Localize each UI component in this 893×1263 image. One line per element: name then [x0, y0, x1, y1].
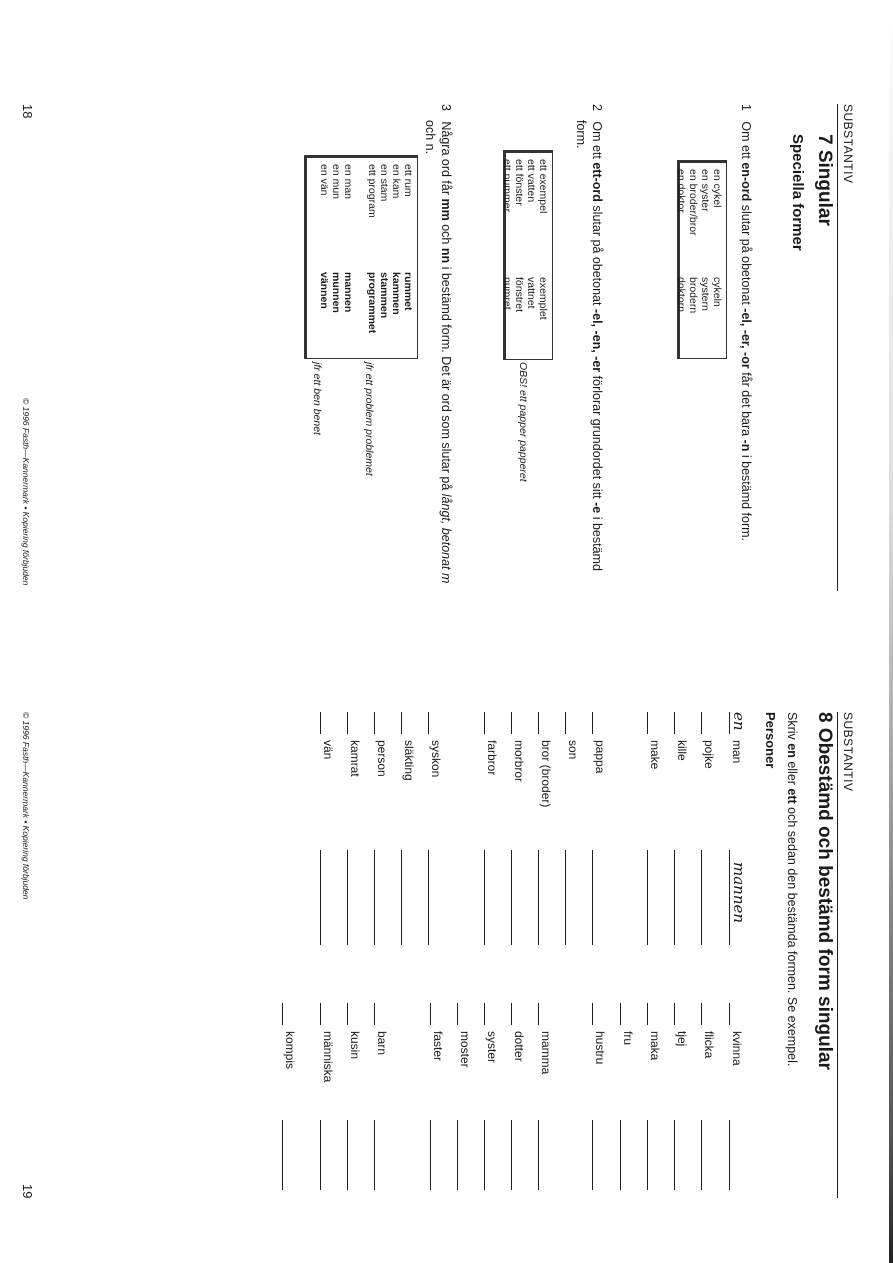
article-line[interactable] [511, 712, 512, 734]
article-line[interactable] [592, 712, 593, 734]
box-3-word: programmet [366, 272, 378, 334]
rule-1-b3: -n [739, 439, 753, 452]
section-label: SUBSTANTIV [841, 712, 855, 792]
article-line[interactable] [729, 712, 730, 734]
answer-line[interactable] [620, 1120, 621, 1190]
answer-line[interactable] [347, 1120, 348, 1190]
box-1-definite [675, 277, 723, 313]
answer-line[interactable] [674, 1120, 675, 1190]
answer-line[interactable] [374, 1120, 375, 1190]
article-line[interactable] [484, 712, 485, 734]
article-line[interactable] [592, 1003, 593, 1025]
word: pojke [702, 740, 716, 769]
article-line[interactable] [484, 1003, 485, 1025]
article-line[interactable] [620, 1003, 621, 1025]
rule-1-b1: en-ord [739, 162, 753, 202]
word: kusin [348, 1031, 362, 1060]
rule-1-pre: Om ett [739, 121, 753, 163]
word: make [648, 740, 662, 770]
answer-line[interactable] [484, 850, 485, 945]
article-line[interactable] [457, 1003, 458, 1025]
box-3-definite [318, 272, 414, 333]
answer-line[interactable] [457, 1120, 458, 1190]
rule-3 [439, 104, 453, 583]
rule-1 [739, 104, 753, 541]
word: vän [321, 740, 335, 760]
article-line[interactable] [565, 712, 566, 734]
box-3-word: vännen [318, 272, 330, 309]
word: flicka [702, 1031, 716, 1059]
rule-1-number: 1 [739, 104, 753, 111]
answer-line[interactable] [592, 850, 593, 945]
box-3-indefinite [318, 164, 414, 218]
rule-3-pre: Några ord får [439, 121, 453, 199]
word: moster [458, 1031, 472, 1068]
box-3-word: kammen [390, 272, 402, 315]
article-line[interactable] [430, 1003, 431, 1025]
word: kompis [283, 1031, 297, 1070]
box-3-word: ett program [366, 164, 378, 218]
box-1-word: en doktor [675, 169, 687, 213]
box-3-word: en vän [318, 164, 330, 196]
rule-3-mid: och [439, 220, 453, 248]
instruction-pre: Skriv [785, 712, 799, 744]
answer-line[interactable] [320, 850, 321, 945]
box-3-spacer [354, 164, 366, 218]
box-1-indefinite [675, 169, 723, 236]
box-2-word: ett fönster [513, 159, 525, 206]
rule-2-pre: Om ett [590, 121, 604, 163]
answer-line[interactable] [374, 850, 375, 945]
box-2-word: exemplet [537, 277, 549, 320]
rule-2-line-2: form. [574, 120, 588, 149]
article-line[interactable] [347, 712, 348, 734]
rule-2-post: förlorar grundordet sitt [590, 372, 604, 503]
article-line[interactable] [374, 1003, 375, 1025]
article-line[interactable] [674, 1003, 675, 1025]
answer-line[interactable] [647, 850, 648, 945]
copyright: © 1996 Fasth—Kannermark • Kopiering förbjuden [21, 398, 31, 586]
rule-3-number: 3 [439, 104, 453, 111]
word: hustru [593, 1031, 607, 1065]
word: son [566, 740, 580, 760]
article-line[interactable] [647, 1003, 648, 1025]
answer-line[interactable] [538, 1120, 539, 1190]
rule-2-post2: i bestämd [590, 513, 604, 571]
answer-line[interactable] [538, 850, 539, 945]
example-box-1 [677, 160, 727, 359]
instruction-b1: en [785, 743, 799, 758]
answer-line[interactable] [701, 1120, 702, 1190]
box-2-word: ett nummer [501, 159, 513, 213]
rule-1-mid: slutar på obetonat [739, 201, 753, 309]
answer-line[interactable] [428, 850, 429, 945]
word: pappa [593, 740, 607, 774]
article-line[interactable] [701, 712, 702, 734]
answer-line[interactable] [565, 850, 566, 945]
box-2-word: vattnet [525, 277, 537, 309]
jfr-note-1: jfr ett problem problemet [363, 362, 375, 476]
box-3-word: rummet [402, 272, 414, 311]
rule-2-mid: slutar på obetonat [590, 201, 604, 309]
box-1-word: brodern [687, 277, 699, 314]
article-line[interactable] [320, 1003, 321, 1025]
instruction-post: och sedan den bestämda formen. Se exempel. [785, 803, 799, 1067]
box-1-word: systern [699, 277, 711, 311]
box-3-word: en man [342, 164, 354, 200]
page-number: 18 [20, 104, 35, 119]
rule-1-mid2: får det bara [739, 368, 753, 440]
word: maka [648, 1031, 662, 1061]
article-line[interactable] [401, 712, 402, 734]
answer-line[interactable] [592, 1120, 593, 1190]
rule-1-post: i bestämd form. [739, 451, 753, 542]
example-box-2 [503, 150, 553, 360]
box-3-word: ett rum [402, 164, 414, 197]
word: kvinna [730, 1031, 744, 1066]
answer-line[interactable] [511, 1120, 512, 1190]
example-box-3 [304, 155, 418, 359]
article-line[interactable] [282, 1003, 283, 1025]
box-2-word: fönstret [513, 277, 525, 313]
word: tjej [675, 1031, 689, 1047]
box-2-word: numret [501, 277, 513, 310]
word: människa [321, 1031, 335, 1083]
article-line[interactable] [374, 712, 375, 734]
box-2-word: ett vatten [525, 159, 537, 203]
box-3-word: munnen [330, 272, 342, 313]
box-1-word: cykeln [711, 277, 723, 307]
page-number: 19 [20, 1184, 35, 1199]
page-title: 7 Singular [814, 134, 835, 226]
box-3-spacer [354, 272, 366, 333]
article-line[interactable] [729, 1003, 730, 1025]
word: dotter [512, 1031, 526, 1062]
answer-line[interactable] [729, 850, 730, 945]
example-answer: mannen [730, 862, 748, 924]
word: farbror [485, 740, 499, 776]
answer-line[interactable] [401, 850, 402, 945]
article-line[interactable] [538, 1003, 539, 1025]
article-line[interactable] [511, 1003, 512, 1025]
jfr-note-2: jfr ett ben benet [311, 362, 323, 435]
box-2-word: ett exempel [537, 159, 549, 214]
instruction-mid: eller [785, 757, 799, 789]
box-3-word: en stam [378, 164, 390, 202]
section-rule [837, 104, 838, 591]
rule-3-italic: långt, betonat m [439, 493, 453, 584]
copyright: © 1996 Fasth—Kannermark • Kopiering förbjuden [21, 712, 31, 900]
box-3-word: stammen [378, 272, 390, 319]
word: kille [675, 740, 689, 761]
rule-2-b3: -e [590, 502, 604, 514]
box-1-word: en syster [699, 169, 711, 212]
answer-line[interactable] [347, 850, 348, 945]
article-line[interactable] [320, 712, 321, 734]
word: släkting [402, 740, 416, 781]
article-line[interactable] [538, 712, 539, 734]
box-2-indefinite [501, 159, 549, 213]
answer-line[interactable] [701, 850, 702, 945]
box-1-word: en broder/bror [687, 169, 699, 236]
word: syskon [429, 740, 443, 778]
article-line[interactable] [701, 1003, 702, 1025]
answer-line[interactable] [484, 1120, 485, 1190]
rule-3-b2: nn [439, 247, 453, 264]
example-article: en [730, 712, 748, 731]
word: faster [431, 1031, 445, 1062]
rule-2-number: 2 [590, 104, 604, 111]
word: bror (broder) [539, 740, 553, 808]
box-3-word: en kam [390, 164, 402, 199]
rule-2-b2: -el, -en, -er [590, 308, 604, 373]
word: morbror [512, 740, 526, 783]
instruction [785, 712, 799, 1066]
page-subtitle: Speciella former [789, 134, 806, 251]
rule-2-b1: ett-ord [590, 162, 604, 202]
box-2-definite [501, 277, 549, 320]
heading-personer: Personer [763, 712, 778, 769]
page-title: 8 Obestämd och bestämd form singular [814, 712, 835, 1070]
word: man [730, 740, 744, 764]
article-line[interactable] [674, 712, 675, 734]
box-1-word: doktorn [675, 277, 687, 313]
rule-3-line-2: och n. [423, 120, 437, 155]
word: barn [375, 1031, 389, 1056]
instruction-b2: ett [785, 788, 799, 804]
answer-line[interactable] [511, 850, 512, 945]
answer-line[interactable] [282, 1120, 283, 1190]
word: mamma [539, 1031, 553, 1075]
answer-line[interactable] [729, 1120, 730, 1190]
article-line[interactable] [647, 712, 648, 734]
section-label: SUBSTANTIV [841, 104, 855, 184]
obs-note: OBS! ett papper papperet [517, 362, 529, 482]
word: person [375, 740, 389, 777]
section-rule [837, 712, 838, 1198]
article-line[interactable] [347, 1003, 348, 1025]
article-line[interactable] [428, 712, 429, 734]
answer-line[interactable] [674, 850, 675, 945]
box-3-word: mannen [342, 272, 354, 313]
rule-3-b1: mm [439, 198, 453, 221]
word: syster [485, 1031, 499, 1064]
answer-line[interactable] [430, 1120, 431, 1190]
word: kamrat [348, 740, 362, 777]
scan-shadow [889, 0, 893, 1263]
word: fru [621, 1031, 635, 1046]
rule-2 [590, 104, 604, 571]
answer-line[interactable] [320, 1120, 321, 1190]
rule-1-b2: -el, -er, -or [739, 308, 753, 369]
answer-line[interactable] [647, 1120, 648, 1190]
rule-3-post: i bestämd form. Det är ord som slutar på [439, 263, 453, 494]
box-3-word: en mun [330, 164, 342, 200]
box-1-word: en cykel [711, 169, 723, 208]
